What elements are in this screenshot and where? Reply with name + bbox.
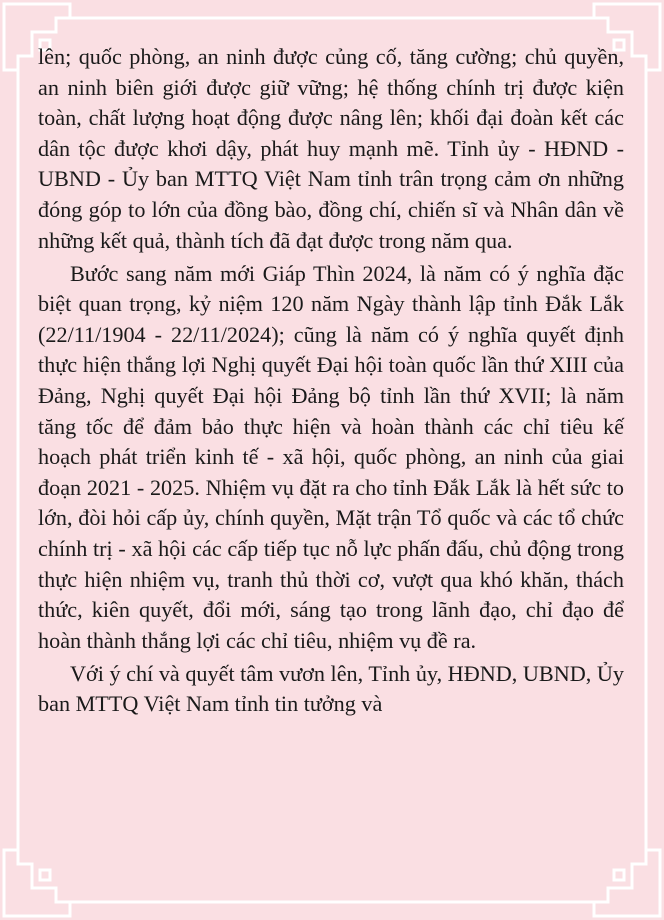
- paragraph-3: Với ý chí và quyết tâm vươn lên, Tỉnh ủy, HĐND, UBND, Ủy ban MTTQ Việt Nam tỉnh tin tưởng và: [38, 660, 624, 717]
- corner-ornament-bottom-left: [4, 850, 70, 916]
- article-body: [38, 42, 624, 723]
- paragraph-1: lên; quốc phòng, an ninh được củng cố, tăng cường; chủ quyền, an ninh biên giới được giữ vững; hệ thống chính trị được kiện toàn, chất lượng hoạt động được nâng lên; khối đại đoàn kết các dân tộc được khơi dậy, phát huy mạnh mẽ. Tỉnh ủy - HĐND - UBND - Ủy ban MTTQ Việt Nam tỉnh trân trọng cảm ơn những đóng góp to lớn của đồng bào, đồng chí, chiến sĩ và Nhân dân về những kết quả, thành tích đã đạt được trong năm qua.: [38, 44, 624, 253]
- corner-ornament-bottom-right: [594, 850, 660, 916]
- paragraph-2: Bước sang năm mới Giáp Thìn 2024, là năm có ý nghĩa đặc biệt quan trọng, kỷ niệm 120 năm Ngày thành lập tỉnh Đắk Lắk (22/11/1904 - 22/11/2024); cũng là năm có ý nghĩa quyết định thực hiện thắng lợi Nghị quyết Đại hội toàn quốc lần thứ XIII của Đảng, Nghị quyết Đại hội Đảng bộ tỉnh lần thứ XVII; là năm tăng tốc để đảm bảo thực hiện và hoàn thành các chỉ tiêu kế hoạch phát triển kinh tế - xã hội, quốc phòng, an ninh của giai đoạn 2021 - 2025. Nhiệm vụ đặt ra cho tỉnh Đắk Lắk là hết sức to lớn, đòi hỏi cấp ủy, chính quyền, Mặt trận Tổ quốc và các tổ chức chính trị - xã hội các cấp tiếp tục nỗ lực phấn đấu, chủ động trong thực hiện nhiệm vụ, tranh thủ thời cơ, vượt qua khó khăn, thách thức, kiên quyết, đổi mới, sáng tạo trong lãnh đạo, chỉ đạo để hoàn thành thắng lợi các chỉ tiêu, nhiệm vụ đề ra.: [38, 260, 624, 653]
